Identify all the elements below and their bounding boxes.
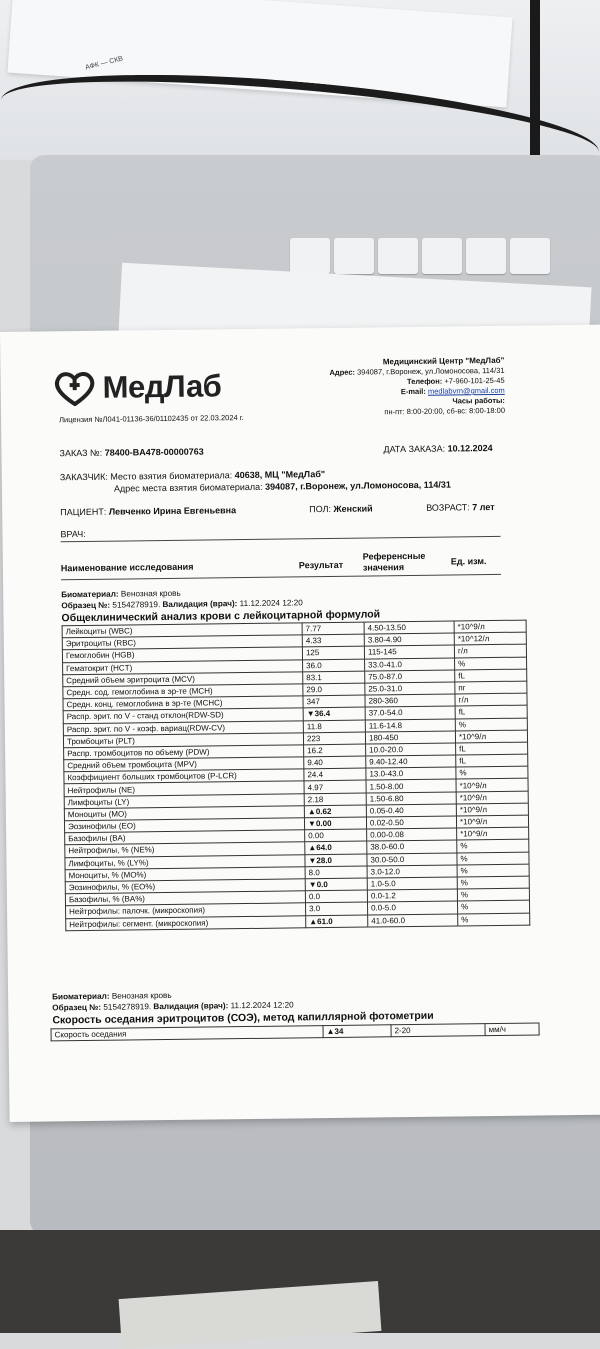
test-name-cell: Средн. сод. гемоглобина в эр-те (MCH)	[63, 684, 303, 699]
key	[510, 238, 550, 274]
result-cell	[323, 1025, 391, 1038]
result-cell	[305, 829, 367, 842]
abnormal-flag-icon: ▼	[308, 856, 316, 865]
clinic-contacts	[264, 356, 505, 419]
result-cell	[306, 902, 368, 915]
age-value: 7 лет	[472, 502, 495, 512]
column-name-header: Наименование исследования	[61, 562, 194, 574]
clinic-email: medlabvrn@gmail.com	[428, 386, 505, 396]
logo-text: МедЛаб	[102, 368, 221, 405]
reference-cell: 0.00-0.08	[367, 828, 457, 841]
reference-cell: 1.0-5.0	[367, 877, 457, 890]
reference-cell: 25.0-31.0	[365, 682, 455, 695]
medlab-logo-icon	[52, 370, 96, 407]
sex-label: ПОЛ:	[309, 504, 331, 514]
address-label: Адрес:	[329, 368, 355, 377]
unit-cell: %	[457, 864, 529, 877]
result-cell	[305, 854, 367, 867]
result-value: 28.0	[316, 856, 332, 865]
result-cell	[304, 756, 366, 769]
reference-cell: 2-20	[391, 1024, 485, 1037]
unit-cell: fL	[456, 754, 528, 767]
reference-cell: 38.0-60.0	[367, 840, 457, 853]
result-cell	[303, 720, 365, 733]
result-value: 83.1	[306, 673, 322, 682]
result-value: 29.0	[306, 685, 322, 694]
result-cell	[303, 707, 365, 720]
order-date: 10.12.2024	[448, 443, 493, 454]
result-cell	[305, 878, 367, 891]
test-name-cell: Моноциты (MO)	[64, 806, 304, 821]
test-name-cell: Гемоглобин (HGB)	[62, 647, 302, 662]
clinic-hours: пн-пт: 8:00-20:00, сб-вс: 8:00-18:00	[265, 406, 505, 419]
unit-cell: *10^12/л	[454, 632, 526, 645]
esr-validation-label: Валидация (врач):	[153, 1001, 228, 1011]
test-name-cell: Нейтрофилы, % (NE%)	[65, 842, 305, 857]
email-label: E-mail:	[401, 387, 426, 396]
floor-slab	[119, 1281, 382, 1349]
abnormal-flag-icon: ▲	[308, 844, 316, 853]
abnormal-flag-icon: ▼	[309, 880, 317, 889]
result-value: 7.77	[306, 624, 322, 633]
order-date-line	[383, 443, 492, 454]
result-value: 2.18	[308, 795, 324, 804]
result-cell	[302, 622, 364, 635]
test-name-cell: Базофилы (BA)	[65, 830, 305, 845]
result-value: 223	[307, 734, 320, 743]
esr-biomaterial-block	[52, 989, 294, 1013]
unit-cell: г/л	[454, 644, 526, 657]
unit-cell: *10^9/л	[455, 730, 527, 743]
result-cell	[303, 671, 365, 684]
esr-section-title: Скорость оседания эритроцитов (СОЭ), метод капиллярной фотометрии	[52, 1010, 433, 1027]
reference-cell: 0.05-0.40	[366, 804, 456, 817]
unit-cell: пг	[455, 681, 527, 694]
unit-cell: *10^9/л	[456, 791, 528, 804]
age-label: ВОЗРАСТ:	[426, 502, 470, 513]
test-name-cell: Базофилы, % (BA%)	[65, 891, 305, 906]
result-value: 347	[306, 697, 319, 706]
result-value: 11.8	[307, 722, 322, 731]
background-paper-label: АФК — СКВ	[85, 55, 124, 71]
result-value: 0.0	[317, 880, 328, 889]
result-value: 8.0	[309, 868, 320, 877]
reference-cell: 4.50-13.50	[364, 621, 454, 634]
test-name-cell: Распр. эрит. по V - коэф. вариац(RDW-CV)	[63, 720, 303, 735]
result-value: 9.40	[307, 758, 323, 767]
result-cell	[305, 890, 367, 903]
patient-line	[60, 505, 236, 517]
clinic-address: 394087, г.Воронеж, ул.Ломоносова, 114/31	[357, 366, 505, 377]
floor	[0, 1230, 600, 1333]
unit-cell: %	[458, 913, 530, 926]
reference-cell: 33.0-41.0	[365, 658, 455, 671]
key	[466, 238, 506, 274]
result-value: 0.00	[308, 831, 324, 840]
unit-cell: *10^9/л	[456, 803, 528, 816]
test-name-cell: Средний объем эритроцита (MCV)	[63, 672, 303, 687]
result-value: 16.2	[307, 746, 323, 755]
reference-cell: 13.0-43.0	[366, 767, 456, 780]
unit-cell: мм/ч	[485, 1023, 539, 1036]
reference-cell: 30.0-50.0	[367, 853, 457, 866]
test-name-cell: Лимфоциты, % (LY%)	[65, 854, 305, 869]
result-cell	[304, 780, 366, 793]
test-name-cell: Средн. конц. гемоглобина в эр-те (MCHC)	[63, 696, 303, 711]
unit-cell: *10^9/л	[456, 815, 528, 828]
test-name-cell: Распр. эрит. по V - станд отклон(RDW-SD)	[63, 708, 303, 723]
reference-cell: 37.0-54.0	[365, 706, 455, 719]
reference-cell: 9.40-12.40	[366, 755, 456, 768]
sex-value: Женский	[333, 503, 372, 513]
place-label: Место взятия биоматериала:	[110, 470, 232, 481]
result-cell	[303, 732, 365, 745]
reference-header-line2: значения	[363, 562, 426, 574]
medlab-logo	[52, 367, 221, 407]
reference-cell: 1.50-6.80	[366, 792, 456, 805]
reference-cell: 0.02-0.50	[366, 816, 456, 829]
unit-cell: %	[457, 888, 529, 901]
abnormal-flag-icon: ▼	[308, 819, 316, 828]
result-value: 4.97	[308, 783, 324, 792]
column-result-header: Результат	[299, 560, 343, 571]
cbc-biomaterial: Венозная кровь	[121, 589, 181, 599]
cbc-biomaterial-label: Биоматериал:	[61, 590, 119, 600]
result-cell	[303, 659, 365, 672]
keyboard-row	[290, 238, 580, 278]
result-value: 0.00	[316, 819, 332, 828]
test-name-cell: Лейкоциты (WBC)	[62, 623, 302, 638]
reference-cell: 280-360	[365, 694, 455, 707]
clinic-name: Медицинский Центр "МедЛаб"	[264, 356, 504, 369]
test-name-cell: Гематокрит (HCT)	[63, 659, 303, 674]
test-name-cell: Средний объем тромбоцита (MPV)	[64, 757, 304, 772]
reference-cell: 1.50-8.00	[366, 779, 456, 792]
result-value: 64.0	[316, 843, 332, 852]
cbc-validation: 11.12.2024 12:20	[240, 598, 303, 608]
result-cell	[304, 817, 366, 830]
place-address: 394087, г.Воронеж, ул.Ломоносова, 114/31	[265, 480, 451, 492]
esr-biomaterial: Венозная кровь	[112, 991, 172, 1001]
customer-label: ЗАКАЗЧИК:	[60, 472, 108, 483]
unit-cell: fL	[456, 742, 528, 755]
abnormal-flag-icon: ▲	[309, 917, 317, 926]
cbc-sample-label: Образец №:	[61, 600, 110, 610]
result-value: 3.0	[309, 905, 320, 914]
result-cell	[304, 744, 366, 757]
reference-cell: 180-450	[365, 731, 455, 744]
result-cell	[302, 634, 364, 647]
age-line	[426, 502, 495, 513]
hours-label: Часы работы:	[452, 396, 505, 406]
test-name-cell: Нейтрофилы (NE)	[64, 781, 304, 796]
sex-line	[309, 503, 373, 514]
result-value: 36.4	[315, 709, 331, 718]
key	[290, 238, 330, 274]
abnormal-flag-icon: ▲	[308, 807, 316, 816]
place-value: 40638, МЦ "МедЛаб"	[235, 469, 326, 480]
unit-cell: %	[457, 839, 529, 852]
unit-cell: %	[457, 900, 529, 913]
key	[334, 238, 374, 274]
result-cell	[304, 768, 366, 781]
reference-cell: 115-145	[364, 645, 454, 658]
unit-cell: *10^9/л	[456, 779, 528, 792]
unit-cell: %	[455, 718, 527, 731]
result-cell	[303, 683, 365, 696]
test-name-cell: Эритроциты (RBC)	[62, 635, 302, 650]
result-cell	[304, 805, 366, 818]
reference-cell: 41.0-60.0	[368, 913, 458, 926]
place-address-label: Адрес места взятия биоматериала:	[114, 482, 263, 494]
cbc-results-table	[62, 620, 531, 931]
key	[378, 238, 418, 274]
test-name-cell: Коэффициент больших тромбоцитов (P-LCR)	[64, 769, 304, 784]
result-cell	[305, 866, 367, 879]
cable-vertical	[530, 0, 540, 170]
key	[422, 238, 462, 274]
esr-sample-label: Образец №:	[52, 1002, 101, 1012]
license-text: Лицензия №Л041-01136-36/01102435 от 22.03.2024 г.	[59, 413, 244, 424]
result-cell	[303, 695, 365, 708]
test-name-cell: Моноциты, % (MO%)	[65, 867, 305, 882]
unit-cell: *10^9/л	[454, 620, 526, 633]
result-cell	[302, 646, 364, 659]
order-number-label: ЗАКАЗ №:	[59, 448, 102, 459]
test-name-cell: Лимфоциты (LY)	[64, 793, 304, 808]
result-cell	[306, 915, 368, 928]
test-name-cell: Нейтрофилы: сегмент. (микроскопия)	[66, 915, 306, 930]
patient-name: Левченко Ирина Евгеньевна	[109, 505, 236, 517]
reference-cell: 10.0-20.0	[366, 743, 456, 756]
unit-cell: %	[457, 876, 529, 889]
cbc-biomaterial-block	[61, 587, 303, 611]
test-name-cell: Эозинофилы, % (EO%)	[65, 879, 305, 894]
unit-cell: *10^9/л	[457, 827, 529, 840]
reference-cell: 3.0-12.0	[367, 865, 457, 878]
result-value: 61.0	[317, 917, 333, 926]
result-value: 36.0	[306, 661, 322, 670]
result-value: 24.4	[307, 770, 323, 779]
abnormal-flag-icon: ▲	[327, 1027, 335, 1036]
unit-cell: fL	[455, 669, 527, 682]
unit-cell: fL	[455, 705, 527, 718]
clinic-phone: +7-960-101-25-45	[444, 376, 504, 386]
order-number-line	[59, 447, 203, 459]
unit-cell: %	[456, 766, 528, 779]
test-name-cell: Эозинофилы (EO)	[64, 818, 304, 833]
columns-divider	[61, 574, 501, 580]
reference-cell: 3.80-4.90	[364, 633, 454, 646]
customer-line	[60, 469, 325, 482]
cbc-section-title: Общеклинический анализ крови с лейкоцитарной формулой	[61, 608, 380, 624]
order-date-label: ДАТА ЗАКАЗА:	[383, 444, 445, 455]
unit-cell: %	[457, 852, 529, 865]
result-value: 34	[334, 1027, 343, 1036]
unit-cell: %	[455, 657, 527, 670]
reference-cell: 0.0-5.0	[367, 901, 457, 914]
place-address-line	[114, 480, 451, 494]
reference-cell: 0.0-1.2	[367, 889, 457, 902]
esr-sample: 5154278919.	[103, 1002, 151, 1012]
column-reference-header	[363, 551, 426, 574]
result-cell	[304, 793, 366, 806]
result-row	[51, 1023, 539, 1041]
abnormal-flag-icon: ▼	[307, 710, 315, 719]
esr-biomaterial-label: Биоматериал:	[52, 992, 110, 1002]
cbc-validation-label: Валидация (врач):	[162, 599, 237, 609]
reference-cell: 11.6-14.8	[365, 718, 455, 731]
result-value: 0.62	[316, 807, 332, 816]
result-value: 125	[306, 649, 319, 658]
test-name-cell: Нейтрофилы: палочк. (микроскопия)	[66, 903, 306, 918]
patient-label: ПАЦИЕНТ:	[60, 507, 106, 518]
phone-label: Телефон:	[407, 377, 442, 386]
lab-report-sheet	[0, 325, 600, 1122]
test-name-cell: Распр. тромбоцитов по объему (PDW)	[64, 745, 304, 760]
result-cell	[305, 841, 367, 854]
reference-header-line1: Референсные	[363, 551, 426, 563]
result-value: 0.0	[309, 892, 320, 901]
order-number: 78400-BA478-00000763	[105, 447, 204, 458]
reference-cell: 75.0-87.0	[365, 670, 455, 683]
column-unit-header: Ед. изм.	[451, 556, 487, 566]
test-name-cell: Тромбоциты (PLT)	[63, 733, 303, 748]
doctor-label: ВРАЧ:	[60, 529, 85, 539]
cbc-sample: 5154278919.	[112, 600, 160, 610]
unit-cell: г/л	[455, 693, 527, 706]
header-divider	[61, 536, 501, 542]
result-value: 4.33	[306, 636, 322, 645]
esr-validation: 11.12.2024 12:20	[230, 1000, 293, 1010]
test-name-cell: Скорость оседания	[51, 1026, 323, 1042]
